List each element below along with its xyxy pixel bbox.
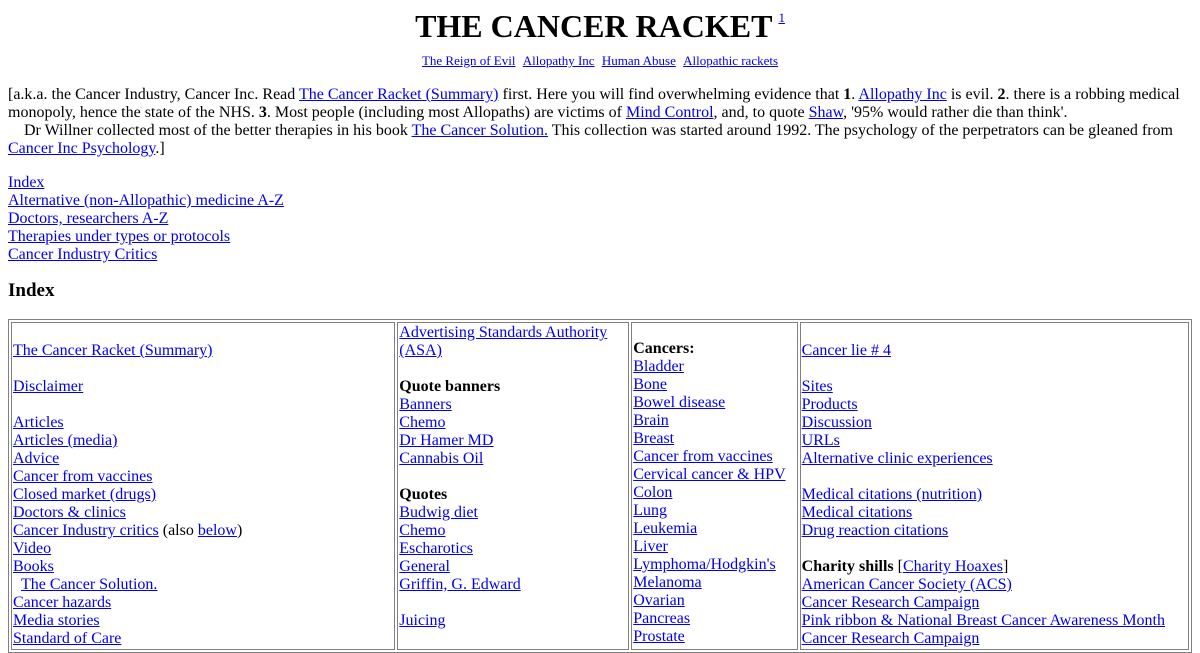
index-column-general [11, 322, 395, 650]
intro-text-segment: [a.k.a. the Cancer Industry, Cancer Inc. Read [8, 86, 299, 103]
index-link[interactable]: Chemo [399, 522, 446, 539]
toc-therapies[interactable]: Therapies under types or protocols [8, 228, 231, 245]
spacer [399, 594, 627, 612]
index-link[interactable]: Chemo [399, 414, 446, 431]
intro-text-segment: . Most people (including most Allopaths) are victims of [266, 104, 626, 121]
index-link[interactable]: Cannabis Oil [399, 450, 484, 467]
cancers-heading: Cancers: [633, 340, 695, 357]
below-link[interactable]: below [197, 522, 237, 539]
cancer-link[interactable]: Prostate [633, 628, 685, 645]
index-link[interactable]: Drug reaction citations [801, 522, 949, 539]
charity-shills-line [802, 558, 1187, 576]
intro-text-segment: . [851, 86, 859, 103]
charity-link[interactable]: Cancer Research Campaign [801, 630, 980, 647]
intro-text-segment: is evil. [946, 86, 998, 103]
index-link-cancer-lie[interactable]: Cancer lie # 4 [801, 342, 891, 359]
index-link-critics[interactable]: Cancer Industry critics [13, 522, 159, 539]
table-of-contents [8, 174, 1192, 264]
page-title: THE CANCER RACKET [415, 8, 773, 44]
point-number: 2 [997, 86, 1006, 103]
index-link-asa[interactable]: Advertising Standards Authority (ASA) [399, 324, 608, 359]
index-link[interactable]: Banners [399, 396, 452, 413]
index-link[interactable]: Advice [13, 450, 60, 467]
spacer [13, 396, 393, 414]
cancer-link[interactable]: Brain [633, 412, 669, 429]
index-link[interactable]: Doctors & clinics [13, 504, 126, 521]
subnav-human-abuse[interactable]: Human Abuse [601, 53, 676, 68]
index-link[interactable]: Closed market (drugs) [13, 486, 157, 503]
bracket: [ [893, 558, 903, 575]
intro-text-segment: , and, to quote [713, 104, 809, 121]
cancer-link[interactable]: Cancer from vaccines [633, 448, 773, 465]
index-link[interactable]: Articles [13, 414, 64, 431]
index-link[interactable]: Griffin, G. Edward [399, 576, 521, 593]
critics-paren: ) [236, 522, 243, 539]
intro-text-segment: , '95% would rather die than think'. [843, 104, 1068, 121]
index-link-disclaimer[interactable]: Disclaimer [13, 378, 84, 395]
intro-text-segment: first. Here you will find overwhelming evidence that [498, 86, 844, 103]
cancer-link[interactable]: Liver [633, 538, 668, 555]
index-column-resources [800, 322, 1189, 650]
point-number: 3 [258, 104, 267, 121]
allopathy-inc-link[interactable]: Allopathy Inc [858, 86, 947, 103]
quote-banners-heading: Quote banners [399, 378, 501, 395]
index-link-juicing[interactable]: Juicing [399, 612, 446, 629]
cancer-link[interactable]: Breast [633, 430, 675, 447]
index-link[interactable]: Media stories [13, 612, 100, 629]
charity-link[interactable]: American Cancer Society (ACS) [801, 576, 1012, 593]
bracket: ] [1002, 558, 1009, 575]
intro-text-segment: Dr Willner collected most of the better therapies in his book [24, 122, 412, 139]
index-column-cancers [631, 322, 797, 650]
cancer-inc-psychology-link[interactable]: Cancer Inc Psychology [8, 140, 156, 157]
index-link[interactable]: Sites [801, 378, 833, 395]
cancer-solution-link[interactable]: The Cancer Solution. [411, 122, 548, 139]
charity-hoaxes-link[interactable]: Charity Hoaxes [902, 558, 1003, 575]
subnav-allopathic-rackets[interactable]: Allopathic rackets [683, 53, 779, 68]
mind-control-link[interactable]: Mind Control [625, 104, 714, 121]
index-link[interactable]: Escharotics [399, 540, 474, 557]
sub-navigation [8, 53, 1192, 69]
cancer-link[interactable]: Pancreas [633, 610, 691, 627]
charity-shills-heading: Charity shills [801, 558, 894, 575]
index-link[interactable]: Dr Hamer MD [399, 432, 494, 449]
charity-link[interactable]: Pink ribbon & National Breast Cancer Awareness Month [801, 612, 1165, 629]
cancer-link[interactable]: Cervical cancer & HPV [633, 466, 786, 483]
toc-critics[interactable]: Cancer Industry Critics [8, 246, 158, 263]
index-link[interactable]: Books [13, 558, 54, 575]
spacer [399, 468, 627, 486]
cancer-link[interactable]: Lymphoma/Hodgkin's [633, 556, 776, 573]
cancer-link[interactable]: Colon [633, 484, 673, 501]
spacer [802, 324, 1187, 342]
index-heading: Index [8, 280, 55, 301]
index-link[interactable]: Products [801, 396, 858, 413]
spacer [13, 324, 393, 342]
index-link[interactable]: Cancer hazards [13, 594, 112, 611]
summary-link[interactable]: The Cancer Racket (Summary) [299, 86, 499, 103]
cancer-link[interactable]: Bone [633, 376, 668, 393]
page-header [8, 9, 1192, 50]
toc-alternative-medicine[interactable]: Alternative (non-Allopathic) medicine A-Z [8, 192, 284, 209]
index-link-summary[interactable]: The Cancer Racket (Summary) [13, 342, 213, 359]
toc-index[interactable]: Index [8, 174, 45, 191]
index-link[interactable]: Discussion [801, 414, 872, 431]
index-link[interactable]: Video [13, 540, 52, 557]
spacer [13, 360, 393, 378]
page [0, 9, 1200, 653]
shaw-link[interactable]: Shaw [808, 104, 844, 121]
cancer-link[interactable]: Bladder [633, 358, 684, 375]
spacer [633, 324, 795, 340]
intro-paragraph-1 [8, 86, 1188, 122]
critics-line [13, 522, 393, 540]
index-link[interactable]: Budwig diet [399, 504, 478, 521]
index-table [8, 319, 1192, 653]
title-footnote-link[interactable]: 1 [778, 10, 785, 25]
index-link[interactable]: Standard of Care [13, 630, 122, 647]
cancer-link[interactable]: Leukemia [633, 520, 698, 537]
index-link[interactable]: Alternative clinic experiences [801, 450, 993, 467]
critics-paren: (also [158, 522, 198, 539]
index-link[interactable]: Cancer from vaccines [13, 468, 153, 485]
intro-text-segment: . there is a robbing medical monopoly, hence the state of the NHS. [8, 86, 1180, 121]
intro-text-segment: This collection was started around 1992. The psychology of the perpetrators can be gleaned from [547, 122, 1173, 139]
index-link[interactable]: General [399, 558, 450, 575]
subnav-allopathy-inc[interactable]: Allopathy Inc [522, 53, 595, 68]
intro-text [8, 86, 1188, 158]
index-link-cancer-solution[interactable]: The Cancer Solution. [21, 576, 158, 593]
index-link[interactable]: Medical citations [801, 504, 913, 521]
index-column-quotes [397, 322, 629, 650]
index-link[interactable]: Articles (media) [13, 432, 118, 449]
index-row [11, 322, 1189, 650]
intro-paragraph-2 [8, 122, 1188, 158]
index-link[interactable]: Medical citations (nutrition) [801, 486, 983, 503]
toc-doctors-researchers[interactable]: Doctors, researchers A-Z [8, 210, 169, 227]
point-number: 1 [843, 86, 852, 103]
index-link[interactable]: URLs [801, 432, 840, 449]
intro-text-segment: .] [155, 140, 165, 157]
cancer-link[interactable]: Bowel disease [633, 394, 726, 411]
spacer [399, 360, 627, 378]
quotes-heading: Quotes [399, 486, 448, 503]
cancer-link[interactable]: Lung [633, 502, 668, 519]
spacer [802, 468, 1187, 486]
subnav-reign-of-evil[interactable]: The Reign of Evil [421, 53, 516, 68]
cancer-link[interactable]: Melanoma [633, 574, 702, 591]
cancer-link[interactable]: Ovarian [633, 592, 685, 609]
charity-link[interactable]: Cancer Research Campaign [801, 594, 980, 611]
spacer [802, 540, 1187, 558]
spacer [802, 360, 1187, 378]
